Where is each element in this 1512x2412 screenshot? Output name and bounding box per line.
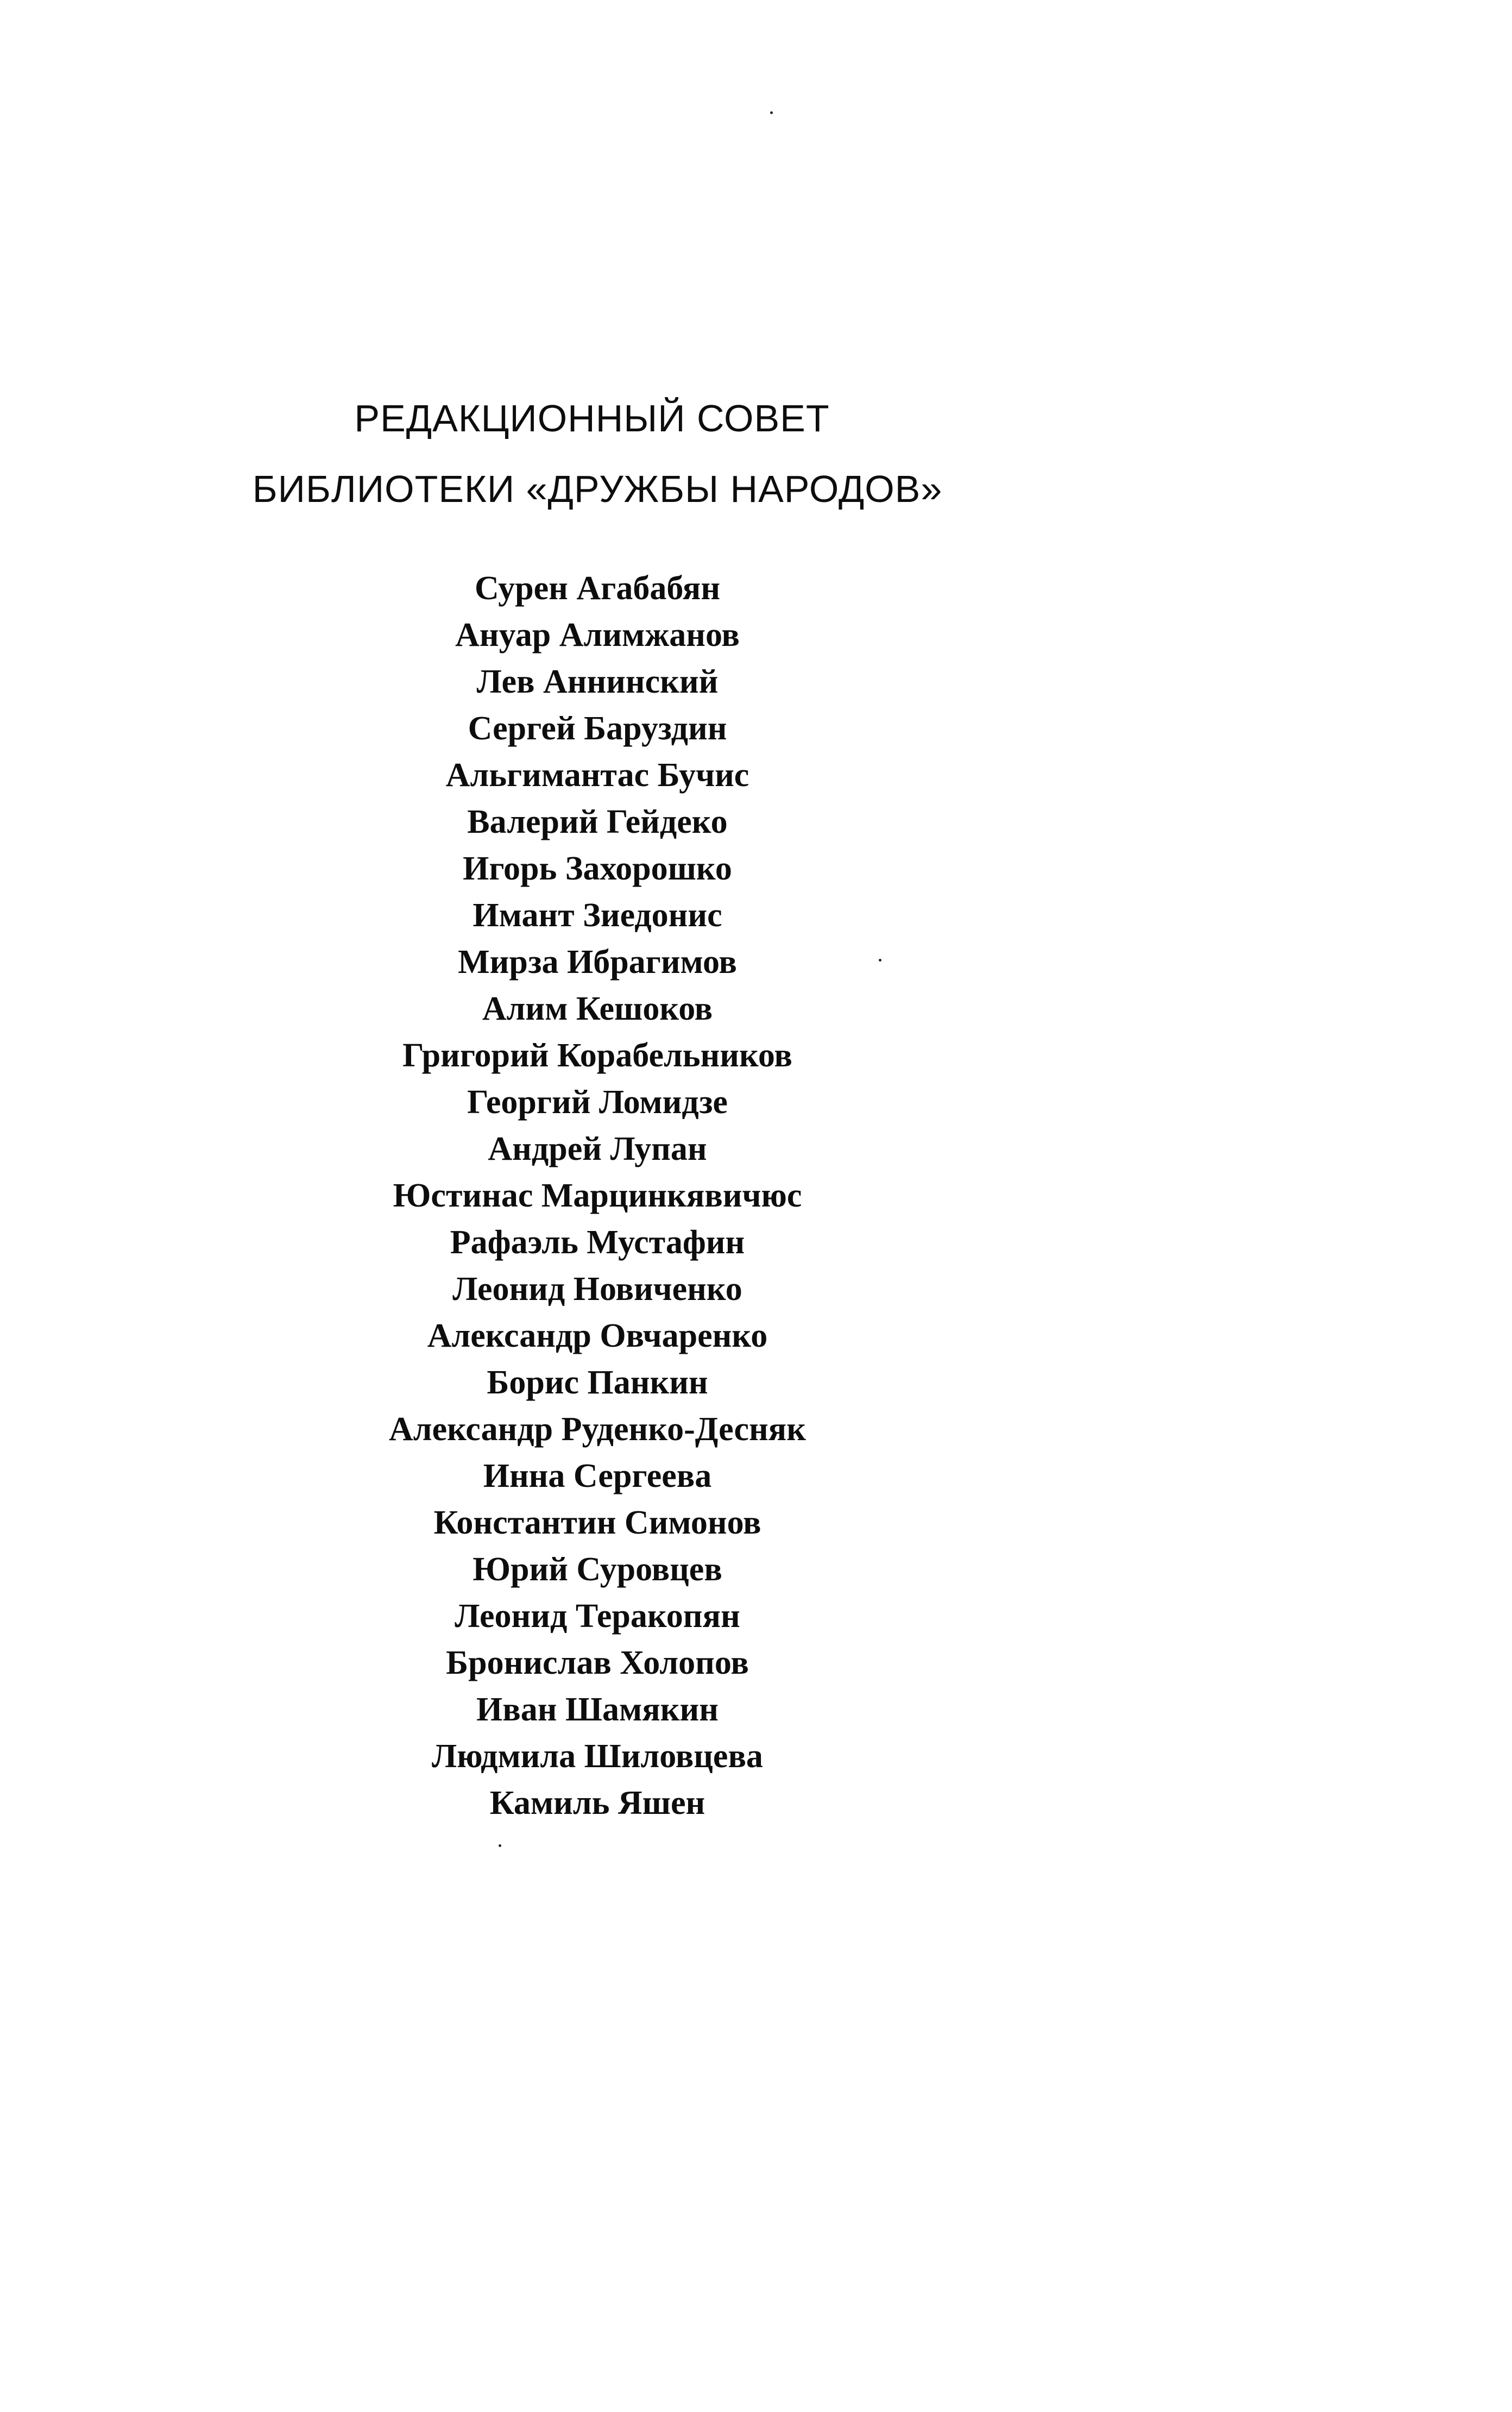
board-member-list (0, 565, 1195, 1826)
member-name: Рафаэль Мустафин (450, 1224, 745, 1261)
member-name: Григорий Корабельников (402, 1037, 792, 1074)
member-name: Иван Шамякин (476, 1691, 719, 1728)
member-name: Валерий Гейдеко (467, 803, 728, 840)
member-name: Борис Панкин (487, 1364, 708, 1401)
member-name: Бронислав Холопов (446, 1644, 749, 1681)
member-name: Имант Зиедонис (472, 897, 722, 934)
member-name: Игорь Захорошко (463, 850, 732, 887)
member-name: Ануар Алимжанов (455, 617, 740, 654)
board-title-line-2: БИБЛИОТЕКИ «ДРУЖБЫ НАРОДОВ» (252, 468, 943, 510)
member-name: Константин Симонов (433, 1504, 761, 1541)
member-name: Сурен Агабабян (474, 570, 721, 607)
member-name: Камиль Яшен (489, 1785, 705, 1821)
member-name: Леонид Теракопян (455, 1598, 740, 1635)
member-name: Альгимантас Бучис (445, 757, 749, 794)
member-name: Георгий Ломидзе (467, 1084, 728, 1121)
member-name: Людмила Шиловцева (432, 1738, 763, 1775)
member-name: Юрий Суровцев (472, 1551, 722, 1588)
member-name: Александр Овчаренко (427, 1317, 768, 1354)
print-speck (770, 111, 773, 114)
member-name: Леонид Новиченко (452, 1271, 742, 1308)
member-name: Мирза Ибрагимов (458, 944, 737, 981)
member-name: Андрей Лупан (488, 1130, 707, 1167)
member-name: Инна Сергеева (483, 1458, 712, 1494)
board-title-line-1: РЕДАКЦИОННЫЙ СОВЕТ (354, 397, 830, 439)
member-name: Алим Кешоков (482, 990, 713, 1027)
member-name: Лев Аннинский (476, 663, 719, 700)
member-name: Юстинас Марцинкявичюс (393, 1177, 802, 1214)
member-name: Александр Руденко-Десняк (389, 1411, 806, 1448)
print-speck (499, 1844, 501, 1847)
member-name: Сергей Баруздин (468, 710, 727, 747)
